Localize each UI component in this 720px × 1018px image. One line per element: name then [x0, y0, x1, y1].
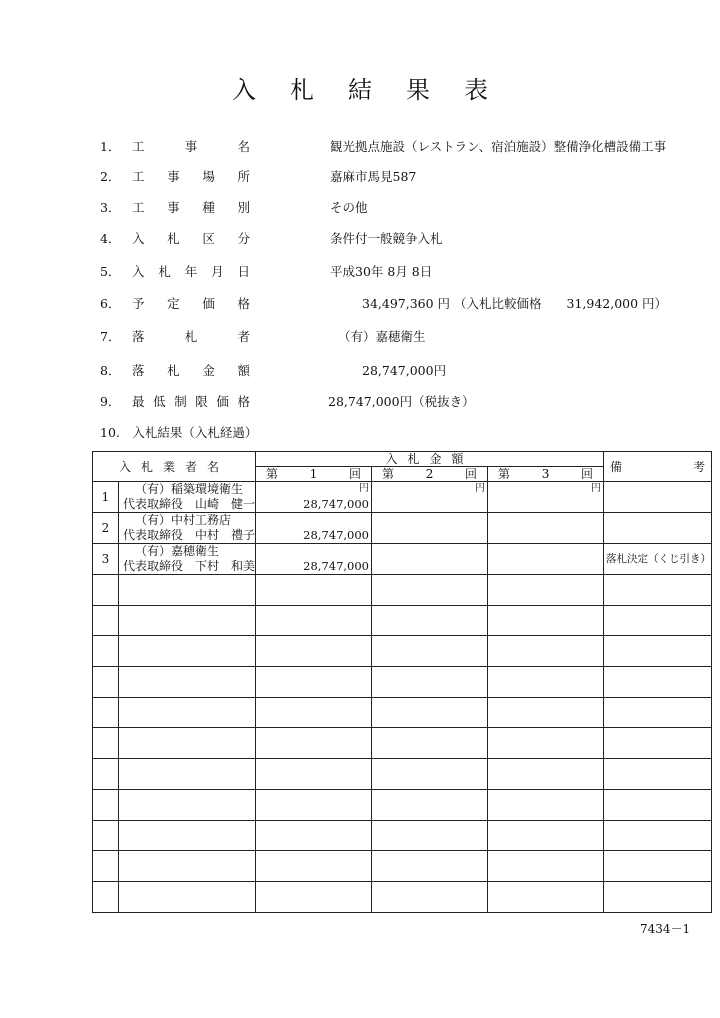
- empty-cell: [93, 605, 119, 636]
- info-label-char: 制: [174, 394, 187, 409]
- company-name: （有）稲築環境衛生: [135, 482, 244, 496]
- empty-table-row: [93, 575, 712, 606]
- info-label-char: 分: [237, 231, 250, 246]
- info-value: その他: [330, 200, 368, 215]
- info-label-char: 格: [237, 296, 250, 311]
- empty-cell: [372, 789, 488, 820]
- company-name: （有）中村工務店: [135, 513, 232, 527]
- info-label-char: 入: [132, 231, 145, 246]
- empty-cell: [488, 789, 604, 820]
- info-label-char: 年: [184, 264, 198, 279]
- info-value: 平成30年 8月 8日: [330, 264, 433, 279]
- empty-cell: [119, 881, 256, 912]
- info-label-char: 場: [202, 169, 215, 184]
- empty-cell: [256, 728, 372, 759]
- empty-cell: [488, 667, 604, 698]
- empty-table-row: [93, 851, 712, 882]
- empty-cell: [488, 575, 604, 606]
- amount-cell: [488, 482, 604, 513]
- bidder-name-cell: [119, 482, 256, 513]
- empty-table-row: [93, 820, 712, 851]
- empty-cell: [93, 789, 119, 820]
- info-label-char: 事: [167, 200, 180, 215]
- empty-table-row: [93, 881, 712, 912]
- info-label-char: 者: [237, 329, 250, 344]
- empty-cell: [256, 820, 372, 851]
- empty-cell: [119, 636, 256, 667]
- info-label: [132, 138, 250, 156]
- table-row: [93, 544, 712, 575]
- info-value: 観光拠点施設（レストラン、宿泊施設）整備浄化槽設備工事: [330, 139, 667, 154]
- empty-cell: [256, 789, 372, 820]
- empty-cell: [604, 575, 712, 606]
- note-cell: [604, 482, 712, 513]
- empty-cell: [93, 820, 119, 851]
- info-label-char: 最: [132, 394, 145, 409]
- empty-cell: [119, 789, 256, 820]
- info-label-char: 札: [167, 363, 180, 378]
- table-row: [93, 513, 712, 544]
- info-label-char: 札: [158, 264, 171, 279]
- amount-cell: [488, 544, 604, 575]
- info-label-char: 名: [237, 139, 250, 154]
- info-value: 28,747,000円（税抜き）: [328, 394, 475, 409]
- info-label-char: 金: [202, 363, 215, 378]
- empty-cell: [256, 881, 372, 912]
- info-number: 3．: [100, 200, 121, 215]
- info-label-char: 定: [167, 296, 180, 311]
- empty-cell: [256, 667, 372, 698]
- info-number: 5．: [100, 264, 121, 279]
- info-number: 8．: [100, 363, 121, 378]
- amount-cell: [256, 482, 372, 513]
- info-label: [132, 362, 250, 380]
- info-label: [132, 263, 250, 281]
- amount-cell: [256, 544, 372, 575]
- note-column-header: 備 考: [604, 452, 712, 482]
- info-number: 6．: [100, 296, 121, 311]
- info-label: [132, 230, 250, 248]
- amount-cell: [256, 513, 372, 544]
- bid-result-table: [92, 451, 712, 913]
- info-number: 9．: [100, 394, 121, 409]
- bidder-name-cell: [119, 513, 256, 544]
- representative-name: 代表取締役 山崎 健一: [123, 497, 256, 511]
- row-number: 2: [93, 513, 119, 544]
- info-number: 4．: [100, 231, 121, 246]
- empty-cell: [372, 636, 488, 667]
- round-2-header: 第 2 回: [372, 467, 488, 482]
- info-label-char: 価: [202, 296, 215, 311]
- empty-cell: [256, 697, 372, 728]
- info-label-char: 限: [195, 394, 208, 409]
- empty-cell: [93, 575, 119, 606]
- amount-column-header: 入札金額: [256, 452, 604, 467]
- empty-cell: [119, 697, 256, 728]
- bidder-name-cell: [119, 544, 256, 575]
- bidder-column-header: 入札業者名: [93, 452, 256, 482]
- empty-cell: [488, 605, 604, 636]
- info-label-char: 落: [132, 363, 145, 378]
- info-label-char: 事: [184, 139, 198, 154]
- info-label-char: 札: [167, 231, 180, 246]
- empty-cell: [93, 667, 119, 698]
- empty-cell: [488, 881, 604, 912]
- empty-cell: [604, 759, 712, 790]
- info-label-char: 所: [237, 169, 250, 184]
- empty-cell: [119, 605, 256, 636]
- empty-cell: [119, 575, 256, 606]
- bid-amount: 28,747,000: [303, 528, 370, 542]
- empty-cell: [604, 605, 712, 636]
- empty-cell: [256, 636, 372, 667]
- empty-table-row: [93, 667, 712, 698]
- info-label-char: 工: [132, 139, 145, 154]
- yen-unit: 円: [591, 483, 602, 494]
- info-value: （有）嘉穂衛生: [338, 329, 426, 344]
- section-10-heading: 10. 入札結果（入札経過）: [100, 425, 258, 440]
- empty-cell: [604, 667, 712, 698]
- bid-amount: 28,747,000: [303, 497, 370, 511]
- info-label: [132, 168, 250, 186]
- info-value: 28,747,000円: [362, 363, 447, 378]
- info-number: 1．: [100, 139, 121, 154]
- empty-cell: [119, 851, 256, 882]
- empty-cell: [93, 881, 119, 912]
- empty-cell: [372, 575, 488, 606]
- empty-cell: [93, 636, 119, 667]
- empty-cell: [488, 636, 604, 667]
- info-label-char: 月: [211, 264, 224, 279]
- round-3-header: 第 3 回: [488, 467, 604, 482]
- info-number: 2．: [100, 169, 121, 184]
- info-label-char: 額: [237, 363, 250, 378]
- yen-unit: 円: [359, 483, 370, 494]
- info-label: [132, 295, 250, 313]
- amount-cell: [372, 513, 488, 544]
- company-name: （有）嘉穂衛生: [135, 544, 220, 558]
- empty-cell: [256, 605, 372, 636]
- empty-cell: [93, 728, 119, 759]
- representative-name: 代表取締役 中村 禮子: [123, 528, 256, 542]
- empty-cell: [604, 728, 712, 759]
- empty-cell: [372, 667, 488, 698]
- empty-cell: [93, 697, 119, 728]
- info-label-char: 札: [184, 329, 198, 344]
- info-number: 7．: [100, 329, 121, 344]
- info-label-char: 予: [132, 296, 145, 311]
- empty-cell: [372, 851, 488, 882]
- empty-cell: [119, 759, 256, 790]
- amount-cell: [488, 513, 604, 544]
- empty-cell: [93, 851, 119, 882]
- empty-cell: [372, 881, 488, 912]
- info-label-char: 工: [132, 200, 145, 215]
- empty-cell: [93, 759, 119, 790]
- empty-cell: [119, 820, 256, 851]
- info-label-char: 落: [132, 329, 145, 344]
- info-label-char: 格: [237, 394, 250, 409]
- round-1-header: 第 1 回: [256, 467, 372, 482]
- page-number: 7434－1: [640, 922, 691, 936]
- row-number: 3: [93, 544, 119, 575]
- info-label-char: 事: [167, 169, 180, 184]
- row-number: 1: [93, 482, 119, 513]
- amount-cell: [372, 482, 488, 513]
- info-label-char: 区: [202, 231, 215, 246]
- info-value: 嘉麻市馬見587: [330, 169, 417, 184]
- empty-cell: [488, 759, 604, 790]
- info-label-char: 価: [216, 394, 229, 409]
- info-label: [132, 199, 250, 217]
- page-title: 入札結果表: [232, 76, 522, 104]
- empty-cell: [604, 851, 712, 882]
- empty-cell: [488, 851, 604, 882]
- empty-table-row: [93, 636, 712, 667]
- empty-cell: [488, 697, 604, 728]
- info-value: 34,497,360 円 （入札比較価格 31,942,000 円）: [362, 296, 668, 311]
- note-cell: [604, 513, 712, 544]
- amount-cell: [372, 544, 488, 575]
- info-label-char: 日: [237, 264, 250, 279]
- info-label: [132, 393, 250, 411]
- empty-cell: [372, 759, 488, 790]
- empty-cell: [604, 789, 712, 820]
- empty-cell: [372, 820, 488, 851]
- empty-cell: [604, 881, 712, 912]
- yen-unit: 円: [475, 483, 486, 494]
- info-label-char: 低: [153, 394, 166, 409]
- empty-table-row: [93, 759, 712, 790]
- empty-cell: [256, 759, 372, 790]
- info-value: 条件付一般競争入札: [330, 231, 443, 246]
- empty-cell: [488, 820, 604, 851]
- empty-table-row: [93, 697, 712, 728]
- empty-table-row: [93, 605, 712, 636]
- representative-name: 代表取締役 下村 和美: [123, 559, 256, 573]
- note-cell: 落札決定（くじ引き）: [604, 544, 712, 575]
- empty-table-row: [93, 789, 712, 820]
- empty-cell: [256, 575, 372, 606]
- bid-amount: 28,747,000: [303, 559, 370, 573]
- empty-cell: [604, 820, 712, 851]
- info-label-char: 工: [132, 169, 145, 184]
- empty-cell: [372, 605, 488, 636]
- empty-cell: [372, 728, 488, 759]
- table-row: [93, 482, 712, 513]
- info-label-char: 別: [237, 200, 250, 215]
- empty-cell: [604, 636, 712, 667]
- empty-cell: [372, 697, 488, 728]
- info-label-char: 入: [132, 264, 145, 279]
- empty-cell: [604, 697, 712, 728]
- empty-cell: [119, 728, 256, 759]
- info-label: [132, 328, 250, 346]
- empty-cell: [119, 667, 256, 698]
- empty-cell: [256, 851, 372, 882]
- empty-cell: [488, 728, 604, 759]
- info-label-char: 種: [202, 200, 215, 215]
- empty-table-row: [93, 728, 712, 759]
